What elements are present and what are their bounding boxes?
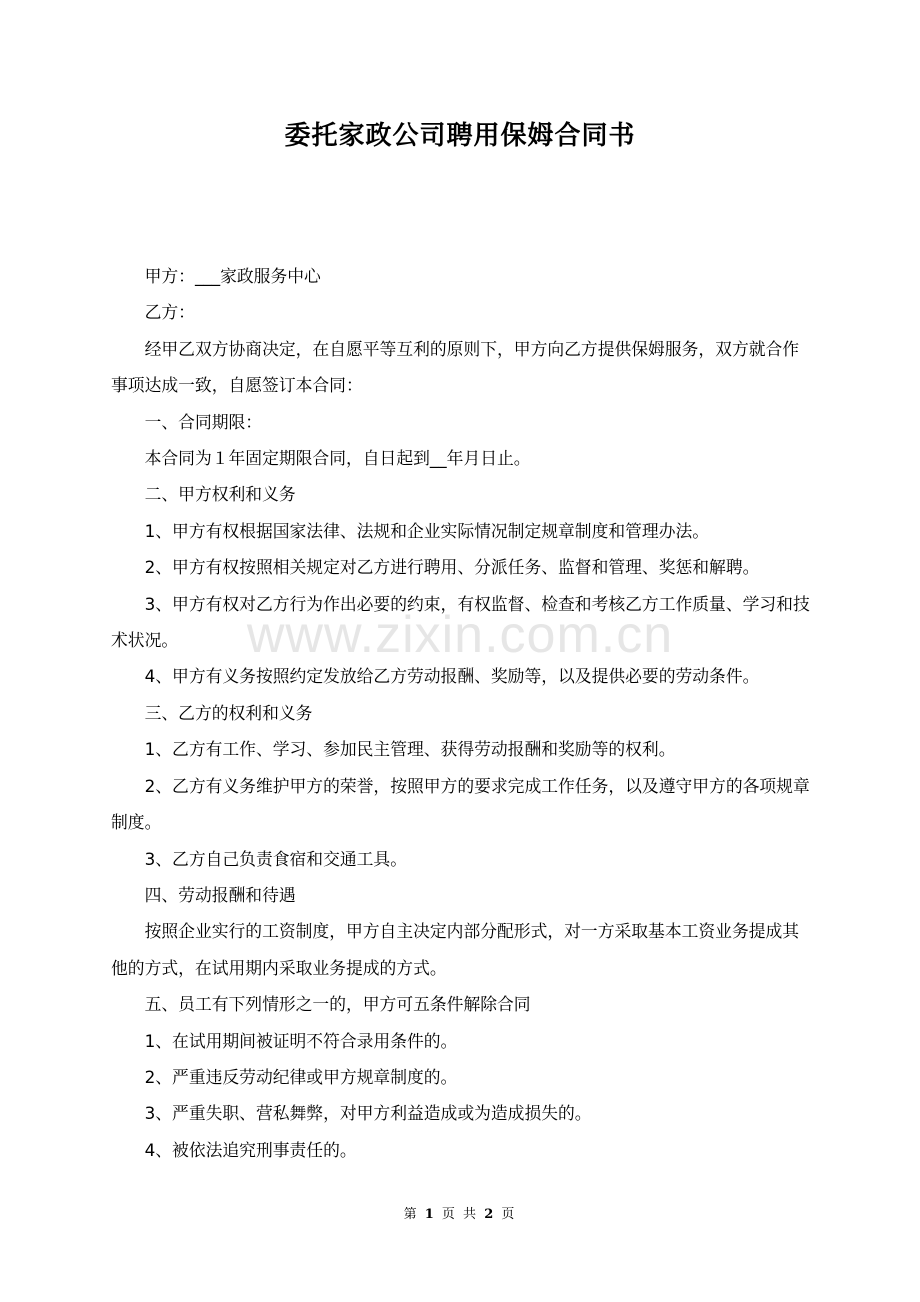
party-b-line: 乙方：: [144, 302, 195, 323]
clause-paragraph: 2、乙方有义务维护甲方的荣誉，按照甲方的要求完成工作任务，以及遵守甲方的各项规章制度。: [111, 775, 810, 833]
watermark: www.zixin.com.cn: [246, 606, 674, 664]
page-footer: [0, 1204, 920, 1226]
compensation-paragraph: 按照企业实行的工资制度，甲方自主决定内部分配形式，对一方采取基本工资业务提成其他的方式，在试用期内采取业务提成的方式。: [111, 921, 800, 978]
party-a-line: 甲方：___家政服务中心: [144, 266, 321, 286]
footer-suffix: 页: [501, 1207, 517, 1222]
section-heading-compensation: 四、劳动报酬和待遇: [144, 884, 296, 905]
preamble-paragraph: 经甲乙双方协商决定，在自愿平等互利的原则下，甲方向乙方提供保姆服务，双方就合作事项达成一致，自愿签订本合同：: [111, 338, 800, 396]
document-title: 委托家政公司聘用保姆合同书: [284, 121, 636, 151]
total-pages-number: 2: [484, 1207, 496, 1222]
clause-paragraph: 3、乙方自己负责食宿和交通工具。: [144, 848, 407, 869]
clause-paragraph: 4、甲方有义务按照约定发放给乙方劳动报酬、奖励等，以及提供必要的劳动条件。: [144, 666, 760, 687]
clause-paragraph: 3、严重失职、营私舞弊，对甲方利益造成或为造成损失的。: [144, 1103, 592, 1124]
section-heading-term: 一、合同期限：: [144, 411, 263, 432]
clause-paragraph: 3、甲方有权对乙方行为作出必要的约束，有权监督、检查和考核乙方工作质量、学习和技术状况。: [111, 593, 810, 651]
section-heading-termination: 五、员工有下列情形之一的，甲方可五条件解除合同: [144, 994, 531, 1015]
clause-paragraph: 4、被依法追究刑事责任的。: [144, 1139, 357, 1160]
section-heading-party-b: 三、乙方的权利和义务: [144, 702, 313, 723]
clause-paragraph: 1、乙方有工作、学习、参加民主管理、获得劳动报酬和奖励等的权利。: [144, 739, 676, 760]
clause-paragraph: 1、甲方有权根据国家法律、法规和企业实际情况制定规章制度和管理办法。: [144, 520, 710, 541]
contract-term-paragraph: 本合同为１年固定期限合同，自日起到__年月日止。: [144, 448, 531, 469]
document-body: [111, 258, 811, 1168]
section-heading-party-a: 二、甲方权利和义务: [144, 484, 296, 505]
clause-paragraph: 1、在试用期间被证明不符合录用条件的。: [144, 1030, 458, 1051]
footer-prefix: 第: [403, 1207, 419, 1222]
clause-paragraph: 2、严重违反劳动纪律或甲方规章制度的。: [144, 1066, 458, 1087]
clause-paragraph: 2、甲方有权按照相关规定对乙方进行聘用、分派任务、监督和管理、奖惩和解聘。: [144, 557, 760, 578]
footer-middle: 页 共: [441, 1207, 479, 1222]
current-page-number: 1: [424, 1207, 436, 1222]
